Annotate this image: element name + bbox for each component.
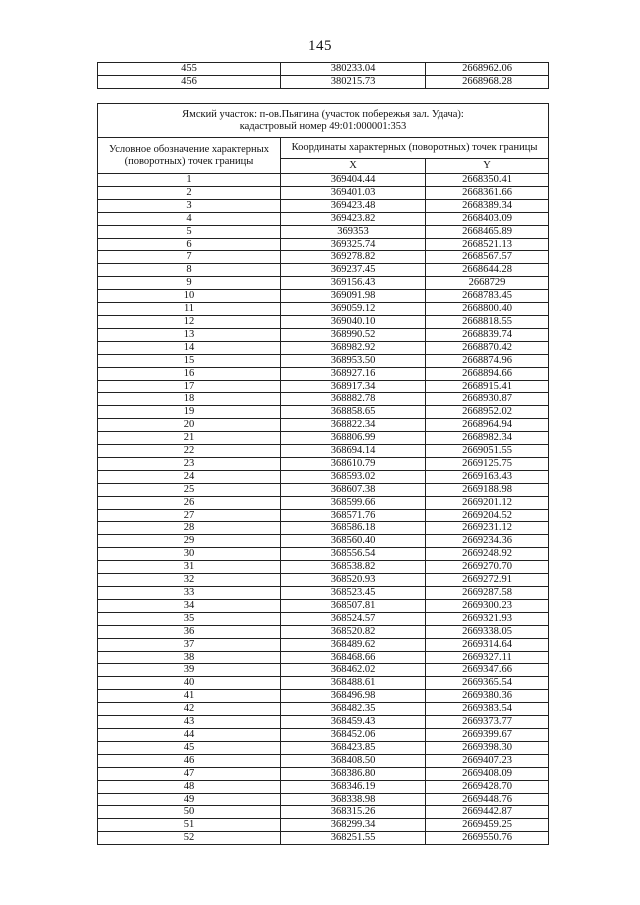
- x-coordinate-cell: 380233.04: [281, 63, 426, 76]
- x-coordinate-cell: 369423.82: [281, 212, 426, 225]
- x-coordinate-cell: 368953.50: [281, 354, 426, 367]
- table-row: [98, 354, 549, 367]
- table-row: [98, 561, 549, 574]
- continuation-table: [97, 62, 549, 89]
- point-cell: 39: [98, 664, 281, 677]
- point-cell: 23: [98, 457, 281, 470]
- table-row: [98, 612, 549, 625]
- y-coordinate-cell: 2668930.87: [426, 393, 549, 406]
- point-cell: 12: [98, 315, 281, 328]
- y-coordinate-cell: 2668962.06: [426, 63, 549, 76]
- x-coordinate-cell: 368990.52: [281, 328, 426, 341]
- x-coordinate-cell: 368571.76: [281, 509, 426, 522]
- table-title-line2: кадастровый номер 49:01:000001:353: [239, 121, 407, 132]
- table-row: [98, 393, 549, 406]
- x-coordinate-cell: 368423.85: [281, 741, 426, 754]
- point-cell: 3: [98, 199, 281, 212]
- table-title-line1: Ямский участок: п-ов.Пьягина (участок побережья зал. Удача):: [182, 109, 464, 120]
- y-coordinate-cell: 2669125.75: [426, 457, 549, 470]
- x-coordinate-cell: 369353: [281, 225, 426, 238]
- point-cell: 35: [98, 612, 281, 625]
- y-coordinate-cell: 2668982.34: [426, 432, 549, 445]
- y-coordinate-cell: 2669163.43: [426, 470, 549, 483]
- y-coordinate-cell: 2669373.77: [426, 716, 549, 729]
- x-coordinate-cell: 368599.66: [281, 496, 426, 509]
- x-coordinate-cell: 369059.12: [281, 303, 426, 316]
- table-row: [98, 767, 549, 780]
- point-cell: 10: [98, 290, 281, 303]
- table-row: [98, 75, 549, 88]
- table-row: [98, 174, 549, 187]
- y-coordinate-cell: 2669442.87: [426, 806, 549, 819]
- table-row: [98, 277, 549, 290]
- table-row: [98, 741, 549, 754]
- point-cell: 42: [98, 703, 281, 716]
- point-cell: 41: [98, 690, 281, 703]
- y-coordinate-cell: 2669204.52: [426, 509, 549, 522]
- table-row: [98, 251, 549, 264]
- point-cell: 5: [98, 225, 281, 238]
- table-row: [98, 728, 549, 741]
- point-cell: 7: [98, 251, 281, 264]
- table-row: [98, 780, 549, 793]
- y-coordinate-cell: 2669234.36: [426, 535, 549, 548]
- table-row: [98, 548, 549, 561]
- x-coordinate-cell: 368593.02: [281, 470, 426, 483]
- x-coordinate-cell: 368489.62: [281, 638, 426, 651]
- point-cell: 20: [98, 419, 281, 432]
- y-coordinate-cell: 2669314.64: [426, 638, 549, 651]
- table-row: [98, 315, 549, 328]
- table-row: [98, 625, 549, 638]
- table-row: [98, 509, 549, 522]
- point-cell: 38: [98, 651, 281, 664]
- y-coordinate-cell: 2668465.89: [426, 225, 549, 238]
- x-coordinate-cell: 368507.81: [281, 599, 426, 612]
- point-cell: 46: [98, 754, 281, 767]
- point-cell: 52: [98, 832, 281, 845]
- x-coordinate-cell: 368346.19: [281, 780, 426, 793]
- y-coordinate-cell: 2668964.94: [426, 419, 549, 432]
- point-cell: 49: [98, 793, 281, 806]
- y-coordinate-cell: 2668521.13: [426, 238, 549, 251]
- y-coordinate-cell: 2668783.45: [426, 290, 549, 303]
- table-row: [98, 186, 549, 199]
- y-coordinate-cell: 2669051.55: [426, 445, 549, 458]
- y-coordinate-cell: 2669380.36: [426, 690, 549, 703]
- x-coordinate-cell: 369237.45: [281, 264, 426, 277]
- table-row: [98, 380, 549, 393]
- y-coordinate-cell: 2669399.67: [426, 728, 549, 741]
- page-number: 145: [308, 38, 332, 54]
- y-coordinate-cell: 2668361.66: [426, 186, 549, 199]
- header-point-label: Условное обозначение характерных (поворотных) точек границы: [98, 138, 281, 174]
- table-row: [98, 587, 549, 600]
- table-row: [98, 716, 549, 729]
- x-coordinate-cell: 369278.82: [281, 251, 426, 264]
- x-coordinate-cell: 368315.26: [281, 806, 426, 819]
- x-coordinate-cell: 368462.02: [281, 664, 426, 677]
- x-coordinate-cell: 368299.34: [281, 819, 426, 832]
- table-row: [98, 290, 549, 303]
- y-coordinate-cell: 2669550.76: [426, 832, 549, 845]
- table-row: [98, 793, 549, 806]
- table-row: [98, 406, 549, 419]
- y-coordinate-cell: 2668644.28: [426, 264, 549, 277]
- x-coordinate-cell: 369040.10: [281, 315, 426, 328]
- x-coordinate-cell: 368556.54: [281, 548, 426, 561]
- table-row: [98, 574, 549, 587]
- x-coordinate-cell: 368694.14: [281, 445, 426, 458]
- y-coordinate-cell: 2669448.76: [426, 793, 549, 806]
- x-coordinate-cell: 368982.92: [281, 341, 426, 354]
- y-coordinate-cell: 2669188.98: [426, 483, 549, 496]
- x-coordinate-cell: 368496.98: [281, 690, 426, 703]
- table-row: [98, 677, 549, 690]
- point-cell: 44: [98, 728, 281, 741]
- y-coordinate-cell: 2669365.54: [426, 677, 549, 690]
- table-row: [98, 832, 549, 845]
- point-cell: 25: [98, 483, 281, 496]
- x-coordinate-cell: 368520.93: [281, 574, 426, 587]
- x-coordinate-cell: 368524.57: [281, 612, 426, 625]
- table-row: [98, 303, 549, 316]
- point-cell: 6: [98, 238, 281, 251]
- point-cell: 21: [98, 432, 281, 445]
- y-coordinate-cell: 2669272.91: [426, 574, 549, 587]
- x-coordinate-cell: 369401.03: [281, 186, 426, 199]
- table-row: [98, 496, 549, 509]
- y-coordinate-cell: 2669459.25: [426, 819, 549, 832]
- point-cell: 9: [98, 277, 281, 290]
- table-row: [98, 599, 549, 612]
- y-coordinate-cell: 2669270.70: [426, 561, 549, 574]
- point-cell: 29: [98, 535, 281, 548]
- point-cell: 15: [98, 354, 281, 367]
- x-coordinate-cell: 368520.82: [281, 625, 426, 638]
- x-coordinate-cell: 368538.82: [281, 561, 426, 574]
- y-coordinate-cell: 2668915.41: [426, 380, 549, 393]
- x-coordinate-cell: 368386.80: [281, 767, 426, 780]
- x-coordinate-cell: 369156.43: [281, 277, 426, 290]
- y-coordinate-cell: 2668729: [426, 277, 549, 290]
- y-coordinate-cell: 2669407.23: [426, 754, 549, 767]
- point-cell: 32: [98, 574, 281, 587]
- table-row: [98, 63, 549, 76]
- table-row: [98, 457, 549, 470]
- table-row: [98, 703, 549, 716]
- coordinates-table: [97, 103, 549, 845]
- table-row: [98, 651, 549, 664]
- y-coordinate-cell: 2669338.05: [426, 625, 549, 638]
- table-row: [98, 419, 549, 432]
- y-coordinate-cell: 2668894.66: [426, 367, 549, 380]
- point-cell: 4: [98, 212, 281, 225]
- point-cell: 43: [98, 716, 281, 729]
- y-coordinate-cell: 2668389.34: [426, 199, 549, 212]
- x-coordinate-cell: 380215.73: [281, 75, 426, 88]
- y-coordinate-cell: 2669327.11: [426, 651, 549, 664]
- x-coordinate-cell: 368858.65: [281, 406, 426, 419]
- point-cell: 456: [98, 75, 281, 88]
- point-cell: 48: [98, 780, 281, 793]
- table-row: [98, 341, 549, 354]
- x-coordinate-cell: 368482.35: [281, 703, 426, 716]
- table-row: [98, 367, 549, 380]
- x-coordinate-cell: 368459.43: [281, 716, 426, 729]
- table-row: [98, 819, 549, 832]
- point-cell: 28: [98, 522, 281, 535]
- y-coordinate-cell: 2669321.93: [426, 612, 549, 625]
- y-coordinate-cell: 2668350.41: [426, 174, 549, 187]
- x-coordinate-cell: 369091.98: [281, 290, 426, 303]
- table-row: [98, 470, 549, 483]
- point-cell: 22: [98, 445, 281, 458]
- table-row: [98, 199, 549, 212]
- table-row: [98, 238, 549, 251]
- y-coordinate-cell: 2668839.74: [426, 328, 549, 341]
- x-coordinate-cell: 368468.66: [281, 651, 426, 664]
- point-cell: 50: [98, 806, 281, 819]
- x-coordinate-cell: 368607.38: [281, 483, 426, 496]
- point-cell: 1: [98, 174, 281, 187]
- x-coordinate-cell: 368338.98: [281, 793, 426, 806]
- y-coordinate-cell: 2668818.55: [426, 315, 549, 328]
- point-cell: 51: [98, 819, 281, 832]
- x-coordinate-cell: 368917.34: [281, 380, 426, 393]
- point-cell: 8: [98, 264, 281, 277]
- x-coordinate-cell: 369404.44: [281, 174, 426, 187]
- table-row: [98, 754, 549, 767]
- x-coordinate-cell: 368927.16: [281, 367, 426, 380]
- x-coordinate-cell: 368251.55: [281, 832, 426, 845]
- table-row: [98, 432, 549, 445]
- point-cell: 18: [98, 393, 281, 406]
- point-cell: 26: [98, 496, 281, 509]
- x-coordinate-cell: 368822.34: [281, 419, 426, 432]
- header-coordinates: Координаты характерных (поворотных) точек границы: [281, 138, 549, 159]
- y-coordinate-cell: 2668567.57: [426, 251, 549, 264]
- y-coordinate-cell: 2669300.23: [426, 599, 549, 612]
- y-coordinate-cell: 2668870.42: [426, 341, 549, 354]
- x-coordinate-cell: 368586.18: [281, 522, 426, 535]
- point-cell: 17: [98, 380, 281, 393]
- y-coordinate-cell: 2669428.70: [426, 780, 549, 793]
- y-coordinate-cell: 2668874.96: [426, 354, 549, 367]
- x-coordinate-cell: 368610.79: [281, 457, 426, 470]
- y-coordinate-cell: 2668952.02: [426, 406, 549, 419]
- x-coordinate-cell: 368806.99: [281, 432, 426, 445]
- table-row: [98, 264, 549, 277]
- y-coordinate-cell: 2669201.12: [426, 496, 549, 509]
- x-coordinate-cell: 368523.45: [281, 587, 426, 600]
- y-coordinate-cell: 2669383.54: [426, 703, 549, 716]
- x-coordinate-cell: 368882.78: [281, 393, 426, 406]
- header-x: X: [281, 159, 426, 174]
- point-cell: 33: [98, 587, 281, 600]
- y-coordinate-cell: 2669248.92: [426, 548, 549, 561]
- table-row: [98, 535, 549, 548]
- table-row: [98, 445, 549, 458]
- point-cell: 30: [98, 548, 281, 561]
- point-cell: 37: [98, 638, 281, 651]
- point-cell: 19: [98, 406, 281, 419]
- table-row: [98, 225, 549, 238]
- y-coordinate-cell: 2669231.12: [426, 522, 549, 535]
- table-row: [98, 522, 549, 535]
- point-cell: 27: [98, 509, 281, 522]
- point-cell: 2: [98, 186, 281, 199]
- y-coordinate-cell: 2668800.40: [426, 303, 549, 316]
- header-y: Y: [426, 159, 549, 174]
- point-cell: 16: [98, 367, 281, 380]
- table-title: [98, 104, 549, 138]
- table-row: [98, 664, 549, 677]
- point-cell: 47: [98, 767, 281, 780]
- point-cell: 34: [98, 599, 281, 612]
- y-coordinate-cell: 2669408.09: [426, 767, 549, 780]
- y-coordinate-cell: 2669287.58: [426, 587, 549, 600]
- point-cell: 40: [98, 677, 281, 690]
- x-coordinate-cell: 368560.40: [281, 535, 426, 548]
- table-row: [98, 483, 549, 496]
- point-cell: 45: [98, 741, 281, 754]
- x-coordinate-cell: 368408.50: [281, 754, 426, 767]
- table-row: [98, 328, 549, 341]
- table-row: [98, 638, 549, 651]
- table-row: [98, 212, 549, 225]
- table-row: [98, 806, 549, 819]
- point-cell: 24: [98, 470, 281, 483]
- x-coordinate-cell: 368452.06: [281, 728, 426, 741]
- point-cell: 31: [98, 561, 281, 574]
- y-coordinate-cell: 2668968.28: [426, 75, 549, 88]
- point-cell: 455: [98, 63, 281, 76]
- point-cell: 14: [98, 341, 281, 354]
- point-cell: 36: [98, 625, 281, 638]
- y-coordinate-cell: 2669398.30: [426, 741, 549, 754]
- point-cell: 13: [98, 328, 281, 341]
- x-coordinate-cell: 369325.74: [281, 238, 426, 251]
- x-coordinate-cell: 369423.48: [281, 199, 426, 212]
- x-coordinate-cell: 368488.61: [281, 677, 426, 690]
- point-cell: 11: [98, 303, 281, 316]
- y-coordinate-cell: 2668403.09: [426, 212, 549, 225]
- y-coordinate-cell: 2669347.66: [426, 664, 549, 677]
- table-row: [98, 690, 549, 703]
